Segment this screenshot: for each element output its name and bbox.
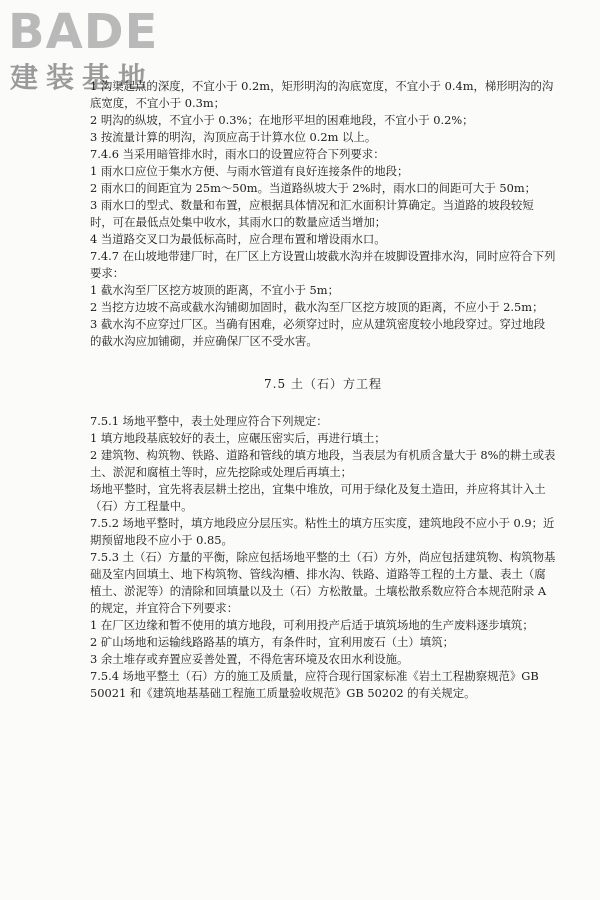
paragraph: 2 当挖方边坡不高或截水沟铺砌加固时，截水沟至厂区挖方坡顶的距离，不应小于 2.5m； <box>90 300 544 314</box>
paragraph: 2 雨水口的间距宜为 25m～50m。当道路纵坡大于 2%时，雨水口的间距可大于 50m； <box>90 181 537 195</box>
paragraph: 1 填方地段基底较好的表土，应碾压密实后，再进行填土； <box>90 431 386 445</box>
clause-heading: 7.4.7 在山坡地带建厂时，在厂区上方设置山坡截水沟并在坡脚设置排水沟，同时应符合下列要求： <box>90 249 556 280</box>
logo-wordmark: BADE <box>8 4 159 60</box>
paragraph: 2 明沟的纵坡，不宜小于 0.3%；在地形平坦的困难地段，不宜小于 0.2%； <box>90 113 474 127</box>
paragraph: 3 截水沟不应穿过厂区。当确有困难，必须穿过时，应从建筑密度较小地段穿过。穿过地段的截水沟应加铺砌，并应确保厂区不受水害。 <box>90 317 546 348</box>
paragraph: 3 按流量计算的明沟，沟顶应高于计算水位 0.2m 以上。 <box>90 130 377 144</box>
paragraph: 2 建筑物、构筑物、铁路、道路和管线的填方地段，当表层为有机质含量大于 8%的耕土或表土、淤泥和腐植土等时，应先挖除或处理后再填土； <box>90 448 556 479</box>
logo-subtitle: 建装基地 <box>10 61 155 94</box>
clause-heading: 7.5.2 场地平整时，填方地段应分层压实。粘性土的填方压实度，建筑地段不应小于 0.9；近期预留地段不应小于 0.85。 <box>90 516 555 547</box>
paragraph: 场地平整时，宜先将表层耕土挖出，宜集中堆放，可用于绿化及复土造田，并应将其计入土（石）方工程量中。 <box>90 482 546 513</box>
paragraph: 1 沟渠起点的深度，不宜小于 0.2m，矩形明沟的沟底宽度，不宜小于 0.4m，梯形明沟的沟底宽度，不宜小于 0.3m； <box>90 79 554 110</box>
clause-heading: 7.5.1 场地平整中，表土处理应符合下列规定： <box>90 414 328 428</box>
paragraph: 2 矿山场地和运输线路路基的填方，有条件时，宜利用废石（土）填筑； <box>90 635 454 649</box>
section-7-4-continued <box>90 78 556 350</box>
document-body <box>90 78 556 702</box>
paragraph: 1 雨水口应位于集水方便、与雨水管道有良好连接条件的地段； <box>90 164 409 178</box>
clause-heading: 7.5.4 场地平整土（石）方的施工及质量，应符合现行国家标准《岩土工程勘察规范》GB 50021 和《建筑地基基础工程施工质量验收规范》GB 50202 的有关规定。 <box>90 669 539 700</box>
paragraph: 3 雨水口的型式、数量和布置，应根据具体情况和汇水面积计算确定。当道路的坡段较短时，可在最低点处集中收水，其雨水口的数量应适当增加； <box>90 198 534 229</box>
section-title: 7.5 土（石）方工程 <box>264 377 382 391</box>
paragraph: 3 余土堆存或弃置应妥善处置，不得危害环境及农田水利设施。 <box>90 652 409 666</box>
clause-heading: 7.4.6 当采用暗管排水时，雨水口的设置应符合下列要求： <box>90 147 385 161</box>
clause-heading: 7.5.3 土（石）方量的平衡，除应包括场地平整的土（石）方外，尚应包括建筑物、构筑物基础及室内回填土、地下构筑物、管线沟槽、排水沟、铁路、道路等工程的土方量、表土（腐植土、淤泥等）的清除和回填量以及土（石）方松散量。土壤松散系数应符合本规范附录 A 的规定，并宜符合下列要求： <box>90 550 556 615</box>
paragraph: 1 截水沟至厂区挖方坡顶的距离，不宜小于 5m； <box>90 283 339 297</box>
section-7-5 <box>90 413 556 702</box>
paragraph: 1 在厂区边缘和暂不使用的填方地段，可利用投产后适于填筑场地的生产废料逐步填筑； <box>90 618 534 632</box>
paragraph: 4 当道路交叉口为最低标高时，应合理布置和增设雨水口。 <box>90 232 386 246</box>
